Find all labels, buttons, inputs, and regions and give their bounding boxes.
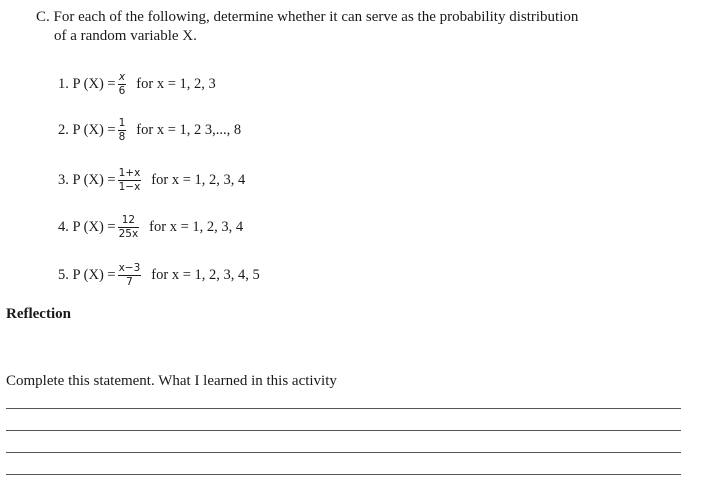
fraction-numerator: 1+x [118,166,141,179]
answer-line-1 [6,408,681,409]
fraction [118,215,140,240]
reflection-prompt: Complete this statement. What I learned in this activity [6,373,337,389]
fraction-denominator: 25x [118,227,139,240]
fraction [118,72,127,97]
item-lhs: 3. P (X) = [58,171,116,188]
item-domain: for x = 1, 2, 3, 4 [151,171,246,188]
item-domain: for x = 1, 2, 3, 4 [149,218,244,235]
fraction-numerator: x [118,70,126,83]
item-lhs: 1. P (X) = [58,75,116,92]
instruction-text [36,8,578,46]
problem-item-1 [58,64,216,104]
answer-line-2 [6,430,681,431]
item-domain: for x = 1, 2, 3, 4, 5 [151,266,260,283]
fraction-denominator: 8 [118,130,126,143]
answer-line-3 [6,452,681,453]
item-lhs: 5. P (X) = [58,266,116,283]
instruction-line-1: C. For each of the following, determine whether it can serve as the probability distribution [36,9,579,25]
reflection-heading: Reflection [6,306,71,322]
fraction-numerator: x−3 [118,261,141,274]
fraction [118,118,127,143]
fraction [118,263,142,288]
problem-item-4 [58,207,243,247]
fraction-denominator: 6 [118,84,126,97]
item-domain: for x = 1, 2 3,..., 8 [136,121,242,138]
fraction-denominator: 7 [126,275,133,288]
problem-item-5 [58,255,260,295]
item-lhs: 2. P (X) = [58,121,116,138]
problem-item-3 [58,160,245,200]
fraction-denominator: 1−x [118,180,141,193]
fraction [118,168,142,193]
problem-item-2 [58,110,241,150]
answer-line-4 [6,474,681,475]
item-domain: for x = 1, 2, 3 [136,75,216,92]
fraction-numerator: 12 [121,213,136,226]
fraction-numerator: 1 [118,116,126,129]
instruction-line-2: of a random variable X. [54,28,197,44]
item-lhs: 4. P (X) = [58,218,116,235]
